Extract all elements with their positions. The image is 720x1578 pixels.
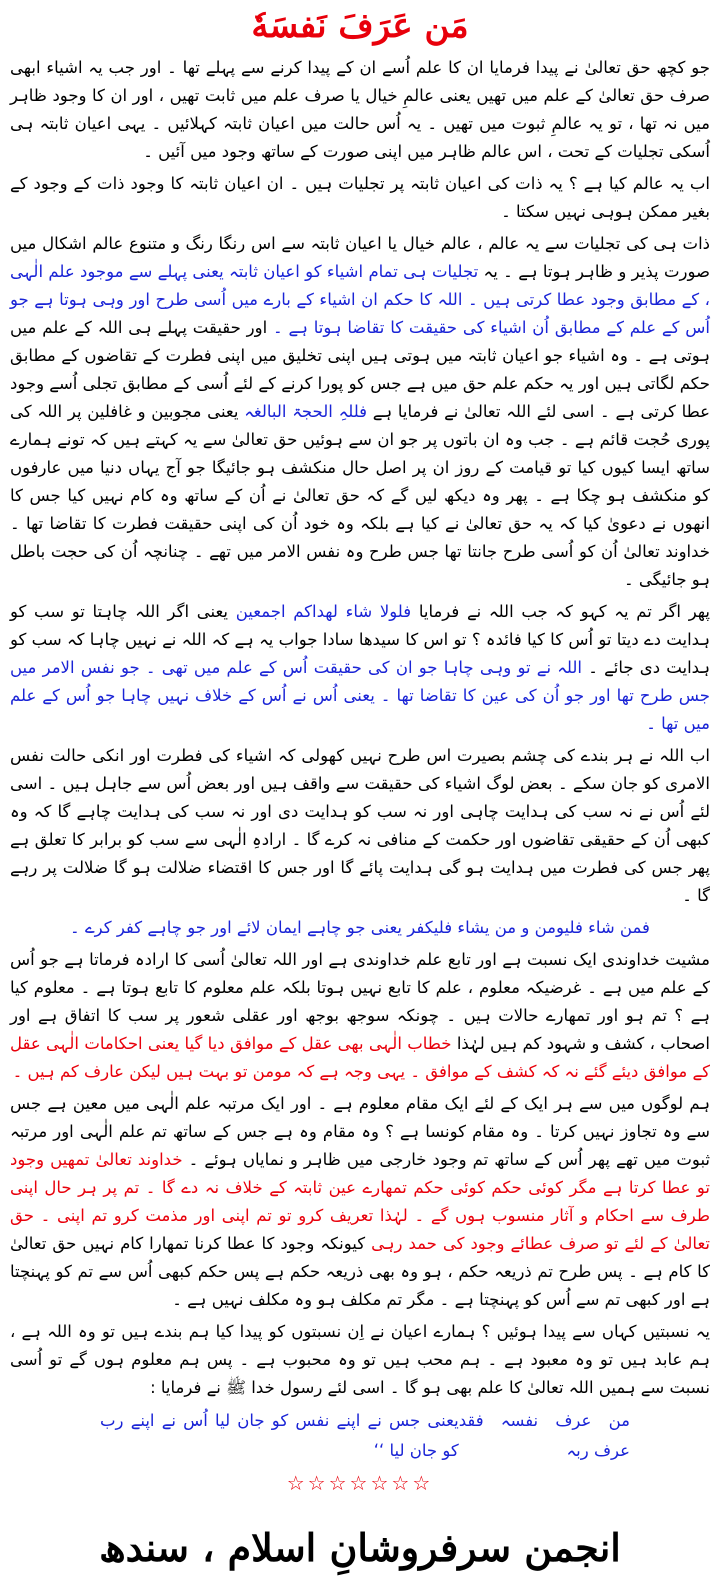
paragraph-text: مشیت خداوندی ایک نسبت ہے اور تابع علم خداوندی ہے اور اللہ تعالیٰ اُسی کا ارادہ فرماتا ہے جو اُس کے علم میں ہے ۔ غرضیکہ معلوم ، علم کا تابع نہیں ہوتا بلکہ علم معلوم کا تابع ہوتا ہے ۔ معلوم کیا ہے ؟ تم ہو اور تمھارے حالات ہیں ۔ چونکہ سوجھ بوجھ اور عقلی شعور پر سب کا اتفاق ہے اور اصحاب ، کشف و شہود کم ہیں لہٰذا — [10, 950, 710, 1053]
paragraph-text: اور حقیقت پہلے ہی اللہ کے علم میں ہوتی ہے ۔ وہ اشیاء جو اعیان ثابتہ میں ہوتی ہیں اپنی تخلیق میں اپنی فطرت کے تقاضوں کے مطابق حکم لگاتی ہیں اور یہ حکم علم حق میں ہے جس کو پورا کرنے کے لئے اُسی کے مطابق تجلی اُسے وجود عطا کرتی ہے ۔ اسی لئے اللہ تعالیٰ نے فرمایا ہے — [10, 318, 711, 421]
stars-divider: ☆☆☆☆☆☆☆ — [286, 1471, 434, 1495]
paragraph-text: یعنی اگر اللہ چاہتا تو سب کو ہدایت دے دیتا تو اُس کا کیا فائدہ ؟ تو اس کا سیدھا سادا جواب یہ ہے کہ اللہ نے نہیں چاہا کہ سب کو ہدایت دی جائے ۔ — [10, 602, 710, 677]
paragraph — [10, 170, 710, 226]
paragraph-text: فللہِ الحجۃ البالغہ — [244, 402, 368, 421]
paragraph-text: تجلیات ہی تمام اشیاء کو اعیان ثابتہ یعنی پہلے سے موجود علم الٰہی ، کے مطابق وجود عطا کرتی ہیں ۔ اللہ کا حکم ان اشیاء کے بارے میں اُسی طرح اور وہی ہوتا ہے جو اُس کے علم کے مطابق اُن اشیاء کی حقیقت کا تقاضا ہوتا ہے ۔ — [10, 262, 711, 337]
hadith-translation: یعنی جس نے اپنے نفس کو جان لیا اُس نے اپنے رب کو جان لیا ‘‘ — [100, 1411, 459, 1460]
paragraph-text: اب اللہ نے ہر بندے کی چشم بصیرت اس طرح نہیں کھولی کہ اشیاء کی فطرت اور انکی حالت نفس الامری کو جان سکے ۔ بعض لوگ اشیاء کی حقیقت سے واقف ہیں اور بعض اُس سے جاہل ہیں ۔ اسی لئے اُس نے نہ سب کی ہدایت چاہی اور نہ سب کو ہدایت دی اور نہ سب کی ہدایت چاہے گا کہ وہ کبھی اُن کے حقیقی تقاضوں اور حکمت کے منافی نہ کرے گا ۔ ارادہِ الٰہی سے سب کو برابر کا تعلق ہے پھر جس کی فطرت میں ہدایت ہو گی ہدایت پائے گا اور جس کا اقتضاء ضلالت ہو گا ضلالت پر رہے گا ۔ — [10, 746, 710, 905]
paragraph-text: یہ نسبتیں کہاں سے پیدا ہوئیں ؟ ہمارے اعیان نے اِن نسبتوں کو پیدا کیا ہم بندے ہیں تو وہ اللہ ہے ، ہم عابد ہیں تو وہ معبود ہے ۔ ہم محب ہیں تو وہ محبوب ہے ۔ پس ہم معلوم ہوں گے تو اُسی نسبت سے ہمیں اللہ تعالیٰ کا علم بھی ہو گا ۔ اسی لئے رسول خدا ﷺ نے فرمایا : — [10, 1322, 710, 1397]
page-title: مَن عَرَفَ نَفسَهٗ — [251, 6, 469, 46]
paragraph-text: فلولا شاء لھداکم اجمعین — [235, 602, 412, 621]
paragraph-text: اب یہ عالم کیا ہے ؟ یہ ذات کی اعیان ثابتہ پر تجلیات ہیں ۔ ان اعیان ثابتہ کا وجود ذات کے وجود کے بغیر ممکن ہوہی نہیں سکتا ۔ — [10, 174, 710, 221]
paragraph — [10, 598, 710, 738]
paragraph — [10, 54, 710, 166]
paragraph-text: کیونکہ وجود کا عطا کرنا تمھارا کام نہیں حق تعالیٰ کا کام ہے ۔ پس طرح تم ذریعہ حکم ، ہو وہ بھی ذریعہ حکم ہے پس حکم کبھی اُس سے تم کو پہنچتا ہے اور کبھی تم سے اُس کو پہنچتا ہے ۔ مگر تم مکلف ہو وہ مکلف نہیں ہے ۔ — [10, 1234, 710, 1309]
hadith-quote — [10, 1406, 710, 1466]
paragraph — [10, 230, 710, 594]
paragraph — [10, 1090, 710, 1314]
hadith-arabic: من عرف نفسہ فقد عرف ربہ — [458, 1411, 630, 1460]
paragraph — [10, 946, 710, 1086]
paragraph-text: پھر اگر تم یہ کہو کہ جب اللہ نے فرمایا — [411, 602, 710, 621]
paragraph-text: جو کچھ حق تعالیٰ نے پیدا فرمایا ان کا علم اُسے ان کے پیدا کرنے سے پہلے تھا ۔ اور جب یہ اشیاء ابھی صرف حق تعالیٰ کے علم میں تھیں یعنی عالمِ خیال یا صرف علم میں ثابت تھیں ، اور ان کا وجود ظاہر میں نہ تھا ، تو یہ عالمِ ثبوت میں تھیں ۔ یہ اُس حالت میں اعیان ثابتہ کہلائیں ۔ یہی اعیان ثابتہ ہی اُسکی تجلیات کے تحت ، اس عالم ظاہر میں اپنی صورت کے ساتھ وجود میں آئیں ۔ — [10, 58, 710, 161]
paragraph-text: فمن شاء فلیومن و من یشاء فلیکفر یعنی جو چاہے ایمان لائے اور جو چاہے کفر کرے ۔ — [70, 918, 650, 937]
paragraph-text: ذات ہی کی تجلیات سے یہ عالم ، عالم خیال یا اعیان ثابتہ سے اس رنگا رنگ و متنوع عالم اشکال میں صورت پذیر و ظاہر ہوتا ہے ۔ یہ — [10, 234, 711, 281]
organization-signature: انجمن سرفروشانِ اسلام ، سندھ — [99, 1525, 621, 1570]
article-body — [10, 54, 710, 1402]
paragraph — [10, 742, 710, 910]
paragraph-text: اللہ نے تو وہی چاہا جو ان کی حقیقت اُس کے علم میں تھی ۔ جو نفس الامر میں جس طرح تھا اور جو اُن کی عین کا تقاضا تھا ۔ یعنی اُس نے اُس کے خلاف نہیں چاہا جو اُس کے علم میں تھا ۔ — [10, 658, 710, 733]
paragraph-text: خطاب الٰہی بھی عقل کے موافق دیا گیا یعنی احکامات الٰہی عقل کے موافق دیئے گئے نہ کہ کشف کے موافق ۔ یہی وجہ ہے کہ مومن تو بہت ہیں لیکن عارف کم ہیں ۔ — [10, 1034, 710, 1081]
paragraph — [10, 914, 710, 942]
paragraph-text: خداوند تعالیٰ تمھیں وجود تو عطا کرتا ہے مگر کوئی حکم کوئی حکم تمھارے عین ثابتہ کے خلاف نہ دے گا ۔ تم پر ہر حال اپنی طرف سے احکام و آثار منسوب ہوں گے ۔ لہٰذا تعریف کرو تو تم اپنی اور مذمت کرو تم اپنی ۔ حق تعالیٰ کے لئے تو صرف عطائے وجود کی حمد رہی — [10, 1150, 711, 1253]
paragraph-text: یعنی مجوبین و غافلین پر اللہ کی پوری حُجت قائم ہے ۔ جب وہ ان باتوں پر جو ان سے ہوئیں حق تعالیٰ سے یہ کہتے ہیں کہ تونے ہمارے ساتھ ایسا کیوں کیا تو قیامت کے روز ان پر اصل حال منکشف ہو جائیگا جو آج یہاں دنیا میں عارفوں کو منکشف ہو چکا ہے ۔ پھر وہ دیکھ لیں گے کہ حق تعالیٰ نے اُن کے ساتھ وہ کام نہیں کیا جس کا انھوں نے دعویٰ کیا کہ یہ حق تعالیٰ نے کیا ہے بلکہ وہ خود اُن کی اپنی حقیقت فطرت کا تقاضا تھا ۔ خداوند تعالیٰ اُن کو اُسی طرح جانتا تھا جس طرح وہ نفس الامر میں تھے ۔ چنانچہ اُن کی حجت باطل ہو جائیگی ۔ — [10, 402, 710, 589]
paragraph — [10, 1318, 710, 1402]
paragraph-text: ہم لوگوں میں سے ہر ایک کے لئے ایک مقام معلوم ہے ۔ اور ایک مرتبہ علم الٰہی میں معین ہے جس سے وہ تجاوز نہیں کرتا ۔ وہ مقام کونسا ہے ؟ وہ مقام وہ ہے جس کے ساتھ تم علم الٰہی اور مرتبہ ثبوت میں تھے پھر اُس کے ساتھ تم وجود خارجی میں ظاہر و نمایاں ہوئے ۔ — [10, 1094, 711, 1169]
